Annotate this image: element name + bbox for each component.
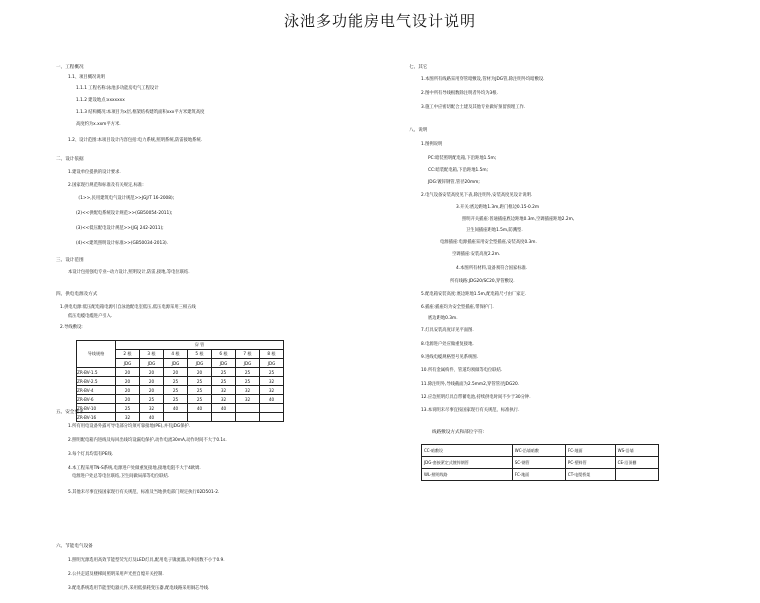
text-line: 4.本图所有材料,设备须符合国家标准.: [456, 266, 528, 271]
text-line: 电源进户处总等电位联结,卫生间做局部等电位联结.: [72, 474, 170, 479]
legend-table: [421, 444, 659, 481]
legend-cell: WL-照明线路: [422, 469, 513, 481]
text-line: 5.其他未尽事宜按国家现行有关规范、标准及当地供电部门规定执行02D501-2.: [68, 490, 220, 495]
text-line: 所有线路:JDG20/SC20,穿管敷设.: [450, 279, 515, 284]
text-line: 3.每个灯具均需有PE线.: [68, 452, 114, 457]
wire-conduit-table: [76, 340, 284, 422]
table-cell: 25: [164, 386, 188, 395]
table-cell: 32: [236, 386, 260, 395]
table-header-label: 导线规格: [77, 341, 116, 368]
legend-cell: WS-沿墙: [615, 445, 658, 457]
section-4-heading: 四、供电电源及方式: [56, 292, 98, 297]
text-line: 电源插座:电源插座采用安全型插座,安装高度0.3m.: [440, 240, 537, 245]
table-cell: [260, 413, 284, 422]
legend-cell: JDG-套接紧定式镀锌钢管: [422, 457, 513, 469]
text-line: (4)<<建筑照明设计标准>>(GB50034-2013).: [76, 241, 169, 246]
table-cell: 20: [116, 377, 140, 386]
text-line: 空调插座:安装高度2.2m.: [452, 252, 501, 257]
section-2-heading: 二、设计依据: [56, 157, 84, 162]
text-line: 2.国家现行规范和标准及有关规定,标准:: [68, 183, 144, 188]
table-cell: 20: [164, 368, 188, 377]
table-cell: 25: [188, 395, 212, 404]
table-cell: [164, 413, 188, 422]
text-line: 1.1.2 建设地点:xxxxxxx: [76, 98, 125, 103]
row-label: ZR-BV-16: [77, 413, 116, 422]
table-cell: [260, 404, 284, 413]
table-row: [77, 395, 284, 404]
table-row: [77, 413, 284, 422]
page-title: 泳池多功能房电气设计说明: [283, 12, 476, 30]
text-line: JDG:镀锌钢管,管径20mm;: [428, 180, 480, 185]
section-7-heading: 七、其它: [409, 65, 428, 70]
text-line: 低压电缆电缆进户引入.: [68, 314, 113, 319]
text-line: 《1>>,民用建筑电气设计规范>>JGJ/T 16-2008);: [76, 196, 175, 201]
text-line: 1.本图所有线路采用穿管暗敷设,管材为JDG管,除注明外均暗敷设.: [421, 77, 545, 82]
text-line: 12.应急照明灯具自带蓄电池,持续供电时间不少于30分钟.: [421, 395, 531, 400]
table-cell: 32: [212, 386, 236, 395]
table-col-header: 8 根: [260, 350, 284, 359]
text-line: 2.公共走道及楼梯间照明采用声光控自熄开关控制.: [68, 572, 164, 577]
table-cell: 20: [116, 386, 140, 395]
legend-row: [422, 445, 659, 457]
text-line: 本设计包括强电专业--动力设计,照明设计,防雷,接地,等电位联结.: [68, 270, 190, 275]
section-6-heading: 六、节能电气设备: [56, 544, 93, 549]
table-cell: 20: [140, 368, 164, 377]
table-cell: 20: [188, 368, 212, 377]
section-3-heading: 三、设计范围: [56, 258, 84, 263]
table-col-header: 6 根: [212, 350, 236, 359]
legend-cell: PC-塑料管: [565, 457, 615, 469]
text-line: 卫生间插座距地1.5m,防溅型.: [466, 228, 523, 233]
table-cell: 32: [236, 395, 260, 404]
table-cell: 32: [140, 404, 164, 413]
table-cell: 20: [116, 395, 140, 404]
table-cell: 25: [140, 395, 164, 404]
legend-cell: FC-地面: [512, 469, 565, 481]
text-line: 7.灯具安装高度详见平面图.: [421, 328, 474, 333]
row-label: ZR-BV-1.5: [77, 368, 116, 377]
text-line: CC:暗装配电箱,下沿距地1.5m;: [428, 168, 488, 173]
text-line: 高度约为x.xxm平方米.: [76, 122, 121, 127]
text-line: 3.配电系统选用节能型电器元件,采用低损耗变压器,配电线路采用铜芯导线.: [68, 586, 210, 591]
table-cell: 40: [212, 404, 236, 413]
text-line: 2.图中所有导线根数除注明者外均为3根.: [421, 91, 498, 96]
row-label: ZR-BV-10: [77, 404, 116, 413]
table-cell: [188, 413, 212, 422]
table-sub-header: JDG: [188, 359, 212, 368]
table-cell: 25: [236, 377, 260, 386]
text-line: 3.施工中应密切配合土建及其他专业做好预留预埋工作.: [421, 105, 526, 110]
table-cell: 32: [116, 413, 140, 422]
table-cell: 20: [140, 377, 164, 386]
table-cell: [236, 413, 260, 422]
table-cell: 25: [188, 386, 212, 395]
text-line: 底边距地0.3m.: [428, 316, 458, 321]
legend-cell: CT-电缆桥架: [565, 469, 615, 481]
legend-cell: CC-暗敷设: [422, 445, 513, 457]
table-sub-header: JDG: [260, 359, 284, 368]
table-cell: 40: [164, 404, 188, 413]
row-label: ZR-BV-2.5: [77, 377, 116, 386]
legend-cell: [615, 469, 658, 481]
text-line: 3.开关:底边距地1.3m,距门框边0.15-0.2m: [456, 205, 540, 210]
legend-cell: FC-地面: [565, 445, 615, 457]
text-line: 1.1.3 结构概况:本项目为x层,框架结构建筑面积xxx平方米建筑高度: [76, 110, 205, 115]
table-col-header: 4 根: [164, 350, 188, 359]
text-line: 5.配电箱安装高度:底边距地1.5m,配电箱尺寸由厂家定.: [421, 292, 527, 297]
table-col-header: 5 根: [188, 350, 212, 359]
legend-row: [422, 457, 659, 469]
text-line: 13.本说明未尽事宜按国家现行有关规范、标准执行.: [421, 408, 520, 413]
table-sub-header: JDG: [212, 359, 236, 368]
text-line: 1.所有用电设备外露可导电部分均须可靠接地(PE),并有JDG保护.: [68, 424, 191, 429]
table-cell: 40: [188, 404, 212, 413]
legend-cell: SC-钢管: [512, 457, 565, 469]
text-line: 1.建设单位提供的设计要求.: [68, 170, 121, 175]
table-row: [77, 377, 284, 386]
legend-row: [422, 469, 659, 481]
table-header-group: 穿 管: [116, 341, 284, 350]
table-cell: [212, 413, 236, 422]
text-line: (2)<<供配电系统设计规范>>(GB50054-2011);: [76, 211, 173, 216]
text-line: 1.照明光源选用高效节能型荧光灯及LED灯具,配用电子镇流器,功率因数不小于0.9.: [68, 558, 225, 563]
table-col-header: 7 根: [236, 350, 260, 359]
table-row: [77, 368, 284, 377]
table-cell: 32: [260, 386, 284, 395]
table-row: [77, 404, 284, 413]
section-8-heading: 八、说明: [409, 128, 428, 133]
legend-title: 线路敷设方式和部位字符:: [432, 430, 485, 435]
text-line: (3)<<低压配电设计规范>>(JGJ 242-2011);: [76, 226, 164, 231]
table-cell: 25: [212, 377, 236, 386]
table-cell: 25: [188, 377, 212, 386]
legend-cell: WC-沿墙暗敷: [512, 445, 565, 457]
table-cell: 40: [140, 413, 164, 422]
table-cell: 25: [260, 368, 284, 377]
text-line: 2.电气设备安装高度见下表,除注明外,安装高度见设计说明.: [421, 193, 533, 198]
text-line: 2.导线敷设:: [60, 325, 83, 330]
table-sub-header: JDG: [164, 359, 188, 368]
section-5-heading: 五、安全要求: [56, 410, 84, 415]
table-cell: 20: [140, 386, 164, 395]
text-line: 2.照明配电箱内进线及每回出线均设漏电保护,动作电流30mA,动作时间不大于0.1s.: [68, 438, 227, 443]
text-line: 1.图例说明: [421, 142, 443, 147]
table-cell: 25: [236, 368, 260, 377]
row-label: ZR-BV-6: [77, 395, 116, 404]
table-cell: 25: [164, 377, 188, 386]
legend-cell: CE-沿顶棚: [615, 457, 658, 469]
table-sub-header: JDG: [140, 359, 164, 368]
table-col-header: 3 根: [140, 350, 164, 359]
table-sub-header: JDG: [236, 359, 260, 368]
text-line: 1.1.1 工程名称:泳池多功能房电气工程设计: [76, 86, 159, 91]
text-line: 照明开关插座:普通插座底边距地0.3m,空调插座距地2.2m,: [462, 217, 575, 222]
section-1-heading: 一、工程概况: [56, 65, 84, 70]
text-line: 11.除注明外,导线截面为2.5mm2,穿管管径JDG20.: [421, 382, 520, 387]
table-cell: 32: [212, 395, 236, 404]
table-cell: 25: [116, 404, 140, 413]
text-line: 10.所有金属构件、管道均须做等电位联结.: [421, 368, 503, 373]
table-row: [77, 386, 284, 395]
text-line: PC:暗装照明配电箱,下沿距地1.5m;: [428, 156, 497, 161]
table-sub-header: JDG: [116, 359, 140, 368]
text-line: 1.供电电源:低压配电箱电源引自泳池配电室低压,低压电源采用三相五线: [60, 305, 196, 310]
table-cell: 20: [116, 368, 140, 377]
table-cell: 25: [212, 368, 236, 377]
table-cell: 25: [164, 395, 188, 404]
text-line: 8.电源进户处应做重复接地.: [421, 342, 474, 347]
text-line: 6.插座:插座均为安全型插座,带保护门.: [421, 305, 494, 310]
table-cell: 40: [260, 395, 284, 404]
table-cell: [236, 404, 260, 413]
table-cell: 32: [260, 377, 284, 386]
text-line: 4.本工程采用TN-S系统,电源进户处做重复接地,接地电阻不大于4欧姆.: [68, 466, 201, 471]
row-label: ZR-BV-4: [77, 386, 116, 395]
text-line: 9.进线电缆规格型号见系统图.: [421, 355, 479, 360]
table-col-header: 2 根: [116, 350, 140, 359]
text-line: 1.1、项目概况说明: [68, 75, 105, 80]
text-line: 1.2、设计范围:本项目设计内容包括:电力系统,照明系统,防雷接地系统.: [68, 138, 203, 143]
